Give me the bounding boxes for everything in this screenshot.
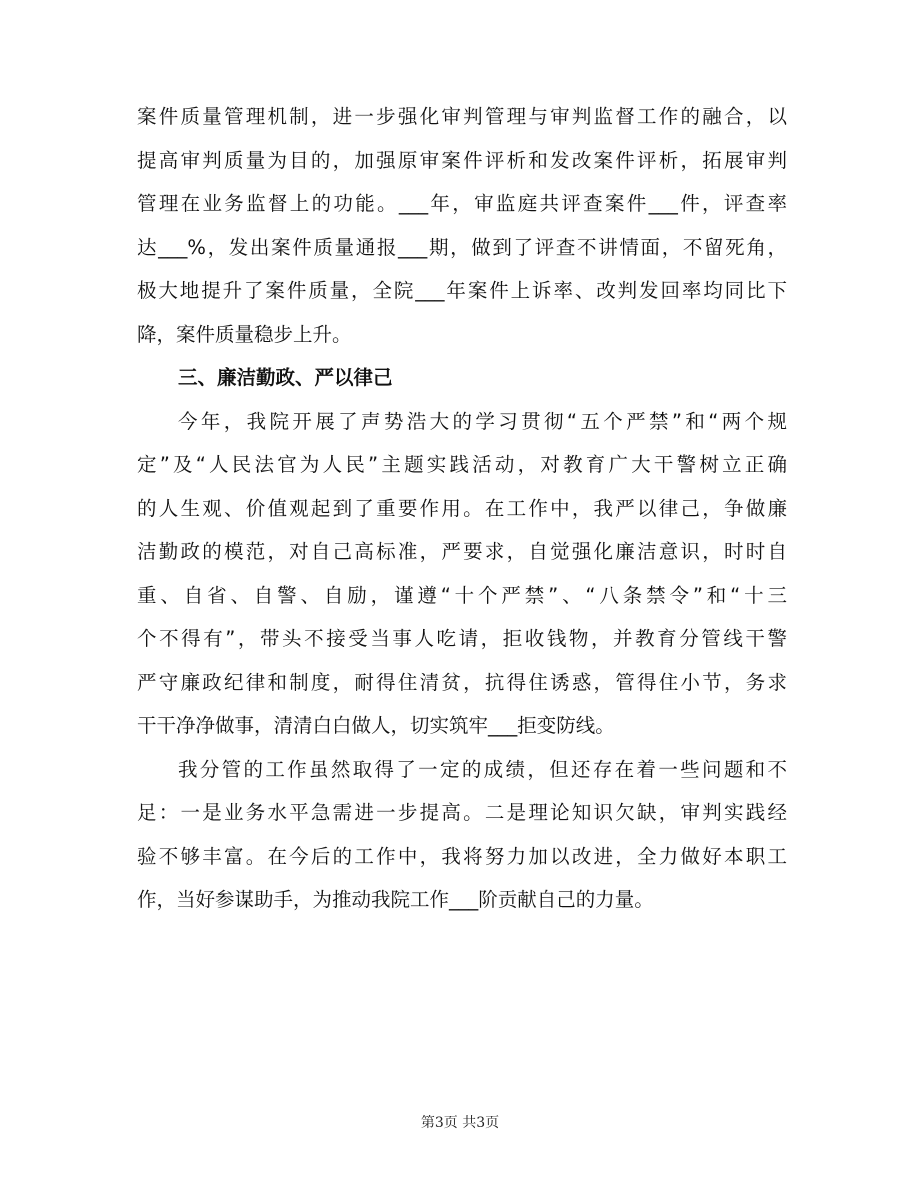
text-line: 作，当好参谋助手，为推动我院工作___阶贡献自己的力量。 [137,888,654,911]
text-line: 重、自省、自警、自励，谨遵“十个严禁”、“八条禁令”和“十三 [137,583,787,607]
text-line: 验不够丰富。在今后的工作中，我将努力加以改进，全力做好本职工 [137,844,787,868]
page-footer: 第3页 共3页 [420,1115,500,1131]
text-line: 极大地提升了案件质量，全院___年案件上诉率、改判发回率均同比下 [137,279,787,302]
text-line: 达___%，发出案件质量通报___期，做到了评查不讲情面，不留死角， [137,235,787,259]
text-line: 足：一是业务水平急需进一步提高。二是理论知识欠缺，审判实践经 [137,801,787,824]
text-line: 降，案件质量稳步上升。 [137,322,352,346]
text-line: 洁勤政的模范，对自己高标准，严要求，自觉强化廉洁意识，时时自 [137,540,787,563]
text-line: 个不得有”，带头不接受当事人吃请，拒收钱物，并教育分管线干警 [137,627,787,650]
text-line: 定”及“人民法官为人民”主题实践活动，对教育广大干警树立正确 [137,453,787,476]
text-line: 干干净净做事，清清白白做人，切实筑牢___拒变防线。 [137,714,615,737]
text-line: 案件质量管理机制，进一步强化审判管理与审判监督工作的融合，以 [137,105,787,128]
document-body [137,95,787,922]
section-heading: 三、廉洁勤政、严以律己 [178,366,393,389]
text-line: 的人生观、价值观起到了重要作用。在工作中，我严以律己，争做廉 [137,496,787,520]
text-line: 今年，我院开展了声势浩大的学习贯彻“五个严禁”和“两个规 [178,409,787,433]
text-line: 我分管的工作虽然取得了一定的成绩，但还存在着一些问题和不 [178,757,787,781]
text-line: 严守廉政纪律和制度，耐得住清贫，抗得住诱惑，管得住小节，务求 [137,670,787,694]
text-line: 提高审判质量为目的，加强原审案件评析和发改案件评析，拓展审判 [137,148,787,172]
text-line: 管理在业务监督上的功能。___年，审监庭共评查案件___件，评查率 [137,192,787,215]
